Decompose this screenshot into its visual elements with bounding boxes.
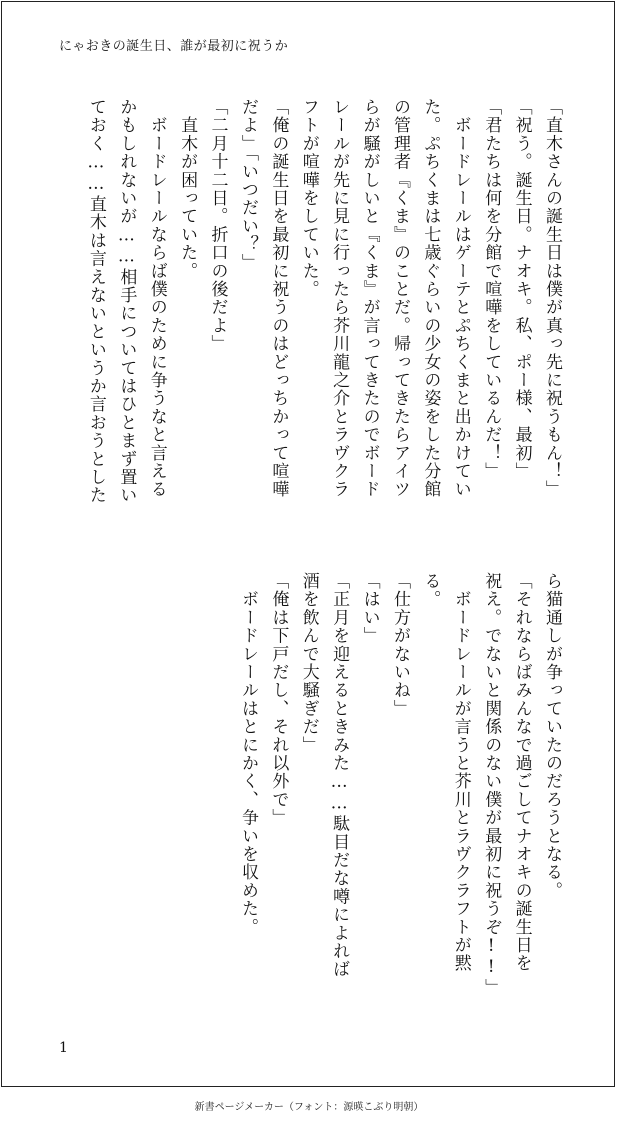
text-line: フトが喧嘩をしていた。 — [298, 98, 319, 299]
text-line: かもしれないが……相手についてはひとまず置い — [116, 98, 137, 505]
text-line: 「仕方がないね」 — [389, 572, 410, 718]
upper-text-block — [31, 98, 567, 538]
text-line: 酒を飲んで大騒ぎだ」 — [298, 572, 319, 754]
text-line: 「俺は下戸だし、それ以外で」 — [268, 572, 289, 827]
text-line: 「正月を迎えるときみた……駄目だな噂によれば — [329, 572, 350, 979]
text-line: た。ぷちくまは七歳ぐらいの少女の姿をした分館 — [420, 98, 441, 499]
lower-text-block — [227, 572, 567, 1032]
text-line: 「はい」 — [359, 572, 380, 645]
text-line: 「直木さんの誕生日は僕が真っ先に祝うもん！」 — [542, 98, 562, 499]
text-line: ボードレールはとにかく、争いを収めた。 — [237, 572, 258, 936]
footer-caption: 新書ページメーカー（フォント：源暎こぶり明朝） — [194, 1102, 424, 1113]
text-line: ら猫通しが争っていたのだろうとなる。 — [542, 572, 562, 900]
text-line: ておく……直木は言えないというか言おうとした — [85, 98, 106, 505]
text-line: ボードレールが言うと芥川とラヴクラフトが黙 — [450, 572, 471, 973]
page-frame — [1, 1, 615, 1087]
text-line: 「それならばみんなで過ごしてナオキの誕生日を — [511, 572, 532, 973]
text-line: 直木が困っていた。 — [177, 98, 198, 280]
text-line: だよ」「いつだい？」 — [237, 98, 258, 272]
text-line: る。 — [420, 572, 441, 609]
text-line: らが騒がしいと『くま』が言ってきたのでボード — [359, 98, 380, 499]
text-line: ボードレールならば僕のために争うなと言える — [146, 98, 167, 499]
text-line: 祝え。でないと関係のない僕が最初に祝うぞ!!」 — [481, 572, 502, 997]
page-number: 1 — [59, 1040, 68, 1056]
text-line: 「君たちは何を分館で喧嘩をしているんだ！」 — [481, 98, 502, 481]
page-title: にゃおきの誕生日、誰が最初に祝うか — [59, 39, 289, 54]
text-line: 「二月十二日。折口の後だよ」 — [207, 98, 228, 353]
text-line: レールが先に見に行ったら芥川龍之介とラヴクラ — [329, 98, 350, 499]
text-line: 「俺の誕生日を最初に祝うのはどっちかって喧嘩 — [268, 98, 289, 499]
text-line: の管理者『くま』のことだ。帰ってきたらアイツ — [389, 98, 410, 499]
text-line: 「祝う。誕生日。ナオキ。私、ポー様、最初」 — [511, 98, 532, 481]
text-line: ボードレールはゲーテとぷちくまと出かけてい — [450, 98, 471, 499]
